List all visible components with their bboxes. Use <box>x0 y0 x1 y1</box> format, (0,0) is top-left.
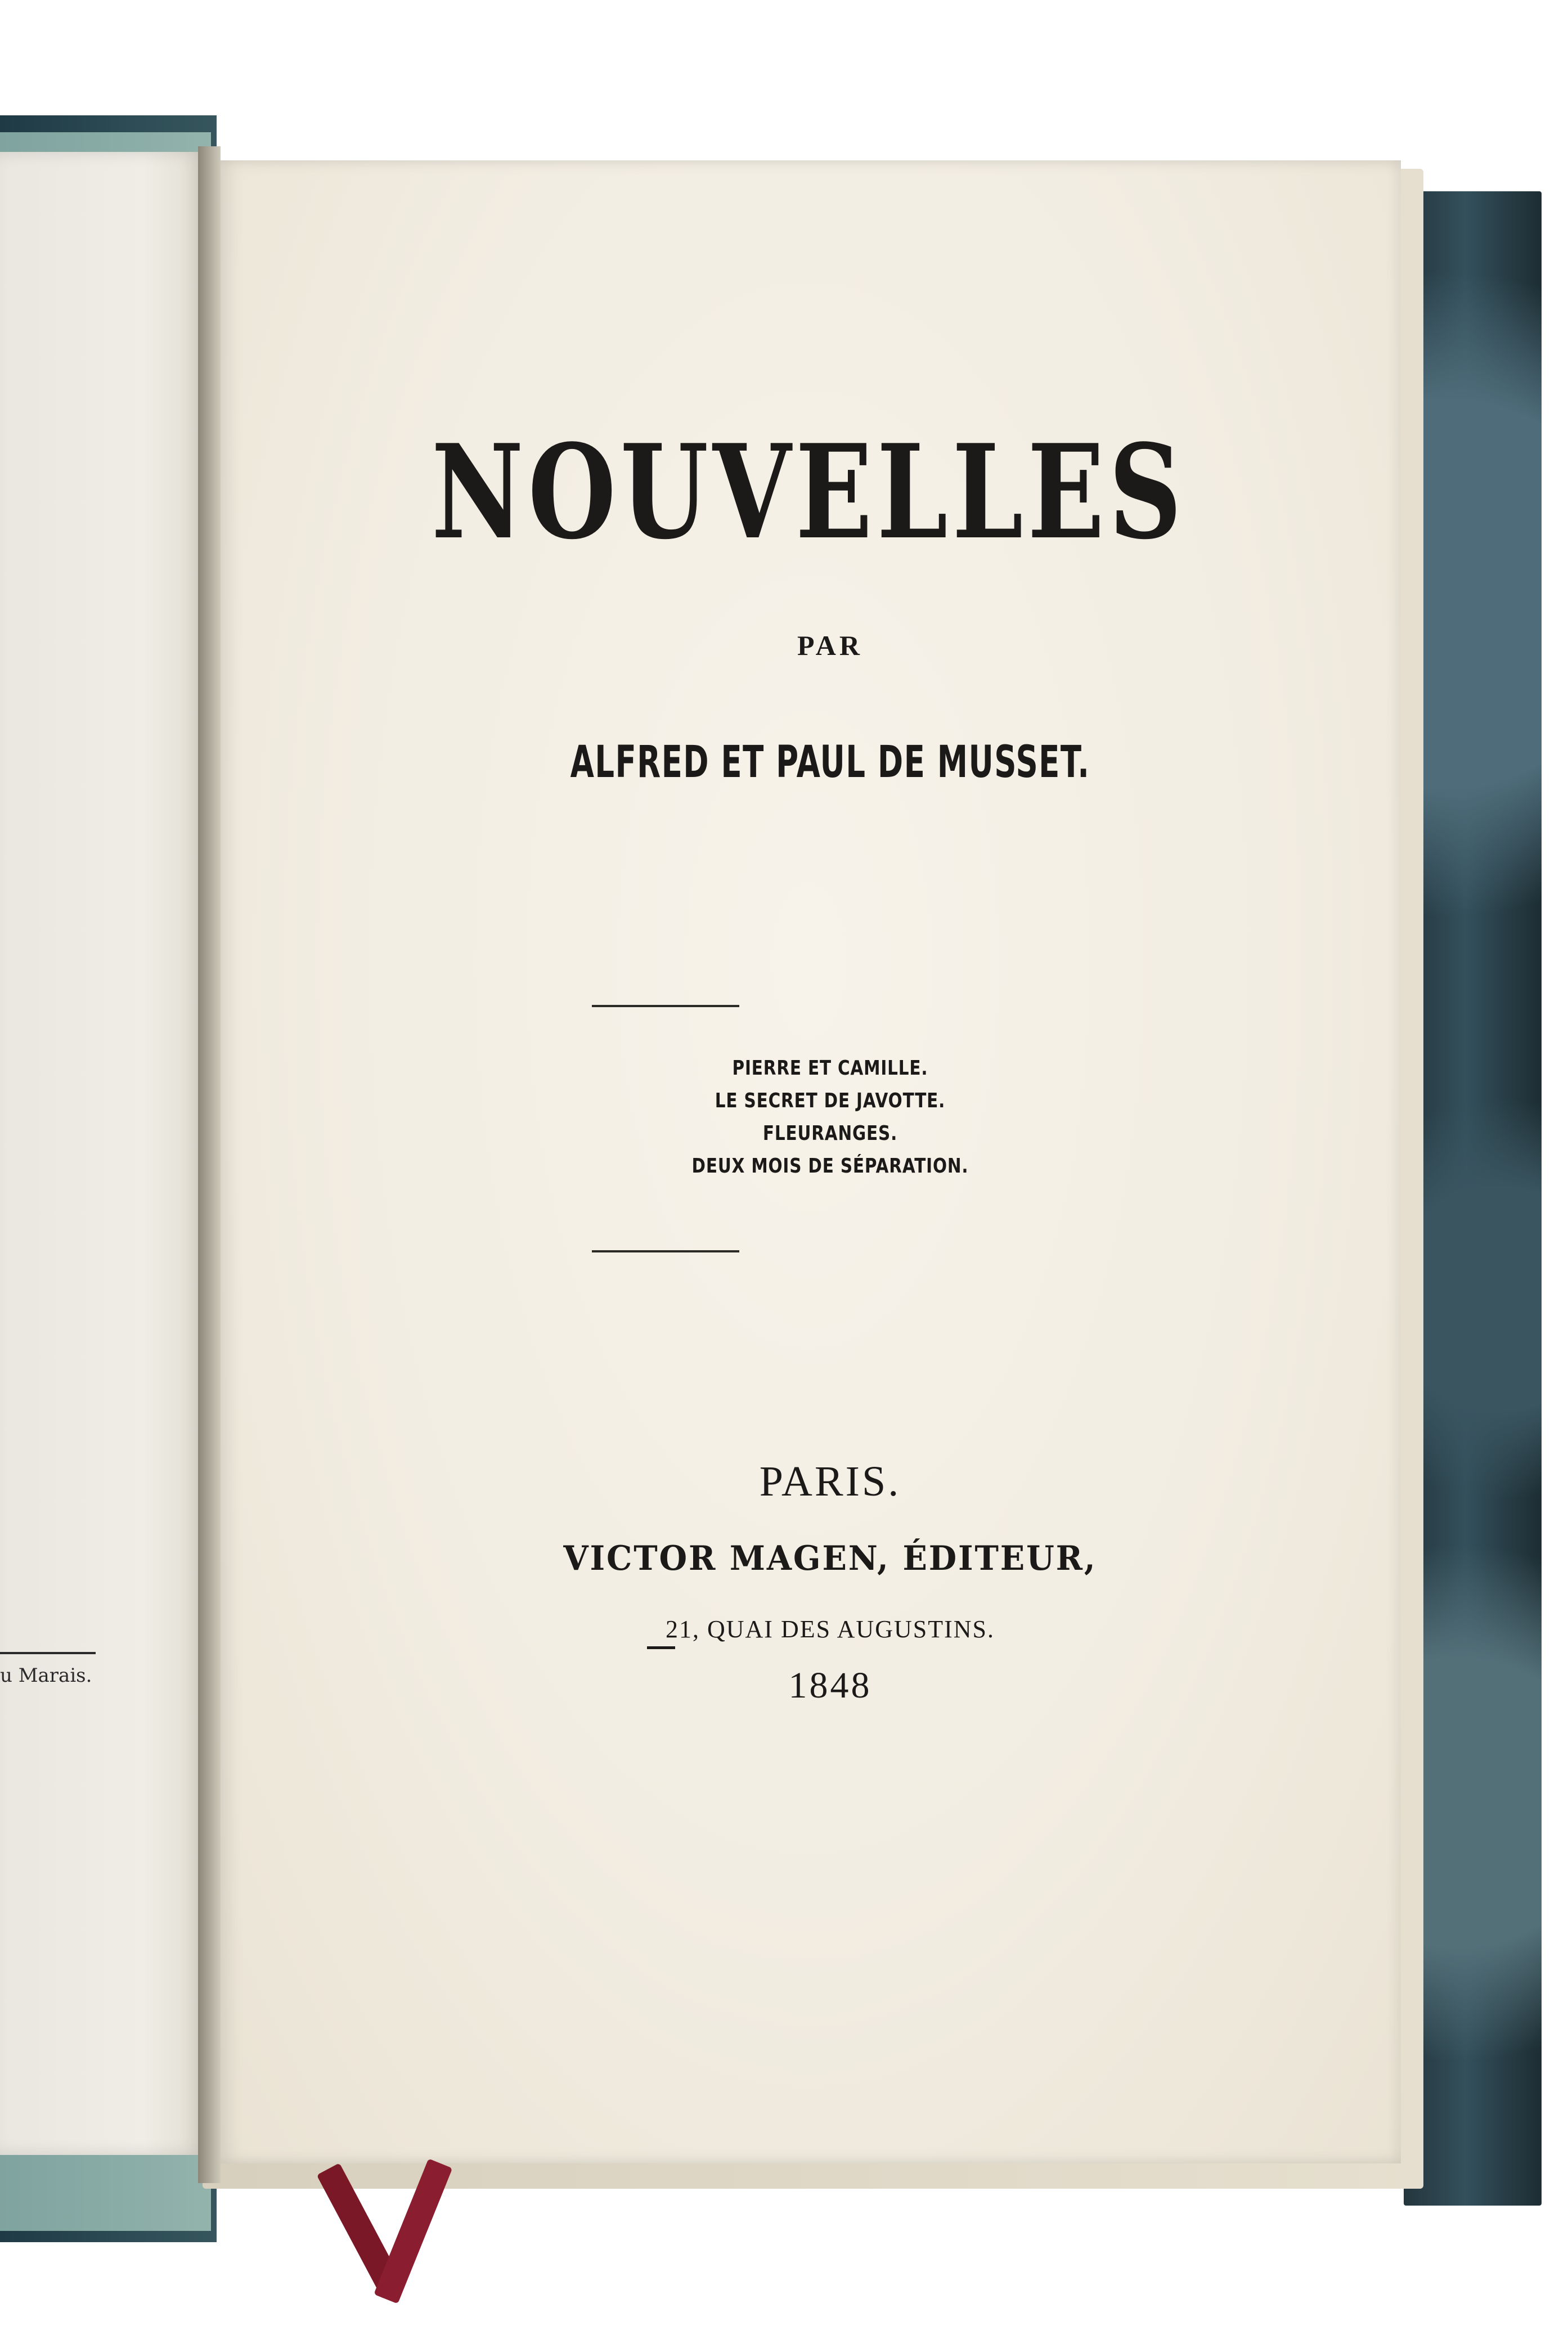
divider-bottom <box>592 1250 739 1252</box>
imprint-dash <box>647 1646 675 1649</box>
contents-item: FLEURANGES. <box>762 1122 898 1145</box>
imprint-city: PARIS. <box>759 1458 901 1505</box>
imprint-address: 21, QUAI DES AUGUSTINS. <box>665 1615 995 1643</box>
book-title: NOUVELLES <box>431 416 1187 568</box>
right-cover-board <box>1404 191 1542 2206</box>
authors: ALFRED ET PAUL DE MUSSET. <box>570 737 1090 788</box>
book-gutter <box>198 146 221 2183</box>
contents-item: PIERRE ET CAMILLE. <box>732 1057 928 1080</box>
divider-top <box>592 1005 739 1007</box>
imprint-year: 1848 <box>788 1665 872 1706</box>
contents-list <box>238 1052 1422 1183</box>
imprint-publisher: VICTOR MAGEN, ÉDITEUR, <box>563 1539 1097 1578</box>
contents-item: DEUX MOIS DE SÉPARATION. <box>691 1155 969 1178</box>
left-page <box>0 152 205 2155</box>
left-page-show-through <box>0 557 186 641</box>
left-page-text-fragment: u Marais. <box>0 1664 92 1687</box>
contents-item: LE SECRET DE JAVOTTE. <box>715 1089 946 1112</box>
by-line: PAR <box>797 630 864 661</box>
left-page-rule <box>0 1652 96 1654</box>
